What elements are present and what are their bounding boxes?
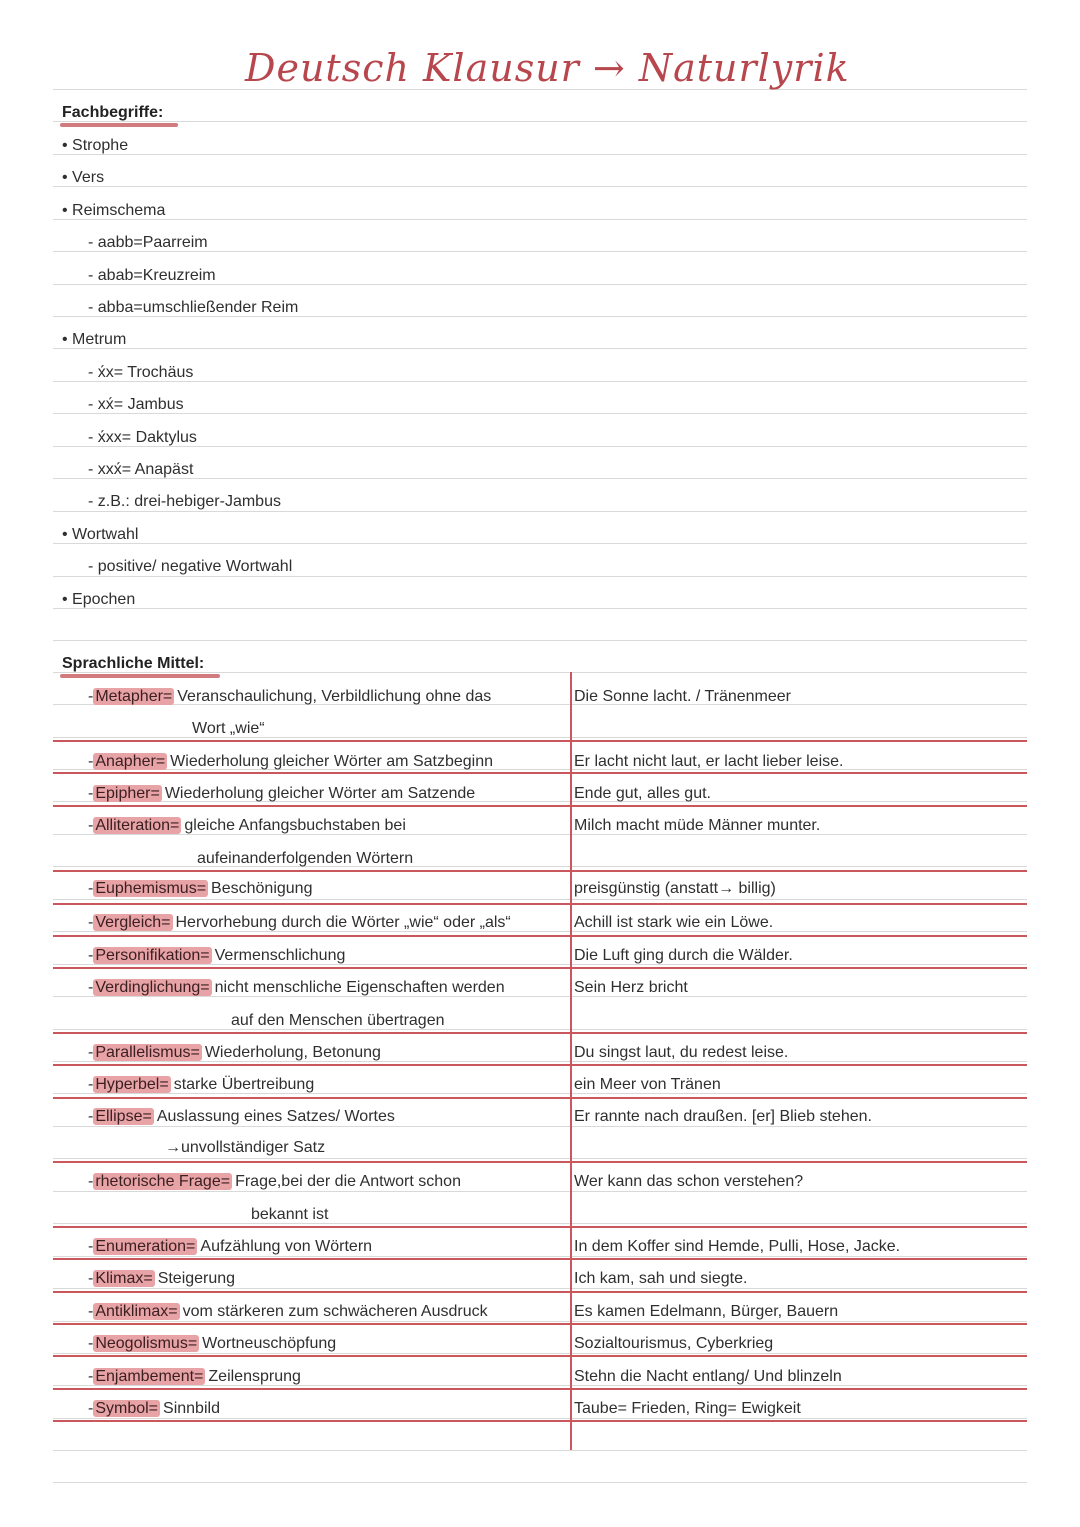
stilmittel-def-text: Auslassung eines Satzes/ Wortes <box>156 1108 395 1125</box>
stilmittel-def-text: Hervorhebung durch die Wörter „wie“ oder „als“ <box>175 914 511 931</box>
rule-line <box>53 1158 1027 1159</box>
dash-marker: - <box>88 1270 94 1287</box>
stilmittel-definition <box>88 785 475 803</box>
red-rule-line <box>53 1097 1027 1099</box>
stilmittel-def-text: Steigerung <box>157 1270 236 1287</box>
sub-item: - xx́= Jambus <box>88 396 184 413</box>
stilmittel-definition <box>88 880 312 898</box>
sub-item: - x́x= Trochäus <box>88 364 194 381</box>
dash-marker: - <box>88 688 94 705</box>
stilmittel-def-text: Beschönigung <box>211 880 313 897</box>
stilmittel-term: Parallelismus= <box>95 1044 200 1061</box>
red-rule-line <box>53 1064 1027 1066</box>
dash-marker: - <box>88 1368 94 1385</box>
stilmittel-definition <box>88 817 406 835</box>
bullet-item: • Wortwahl <box>62 526 139 543</box>
rule-line <box>53 1321 1027 1322</box>
stilmittel-definition <box>88 1335 336 1353</box>
table-divider <box>570 672 572 1450</box>
rule-line <box>53 1450 1027 1451</box>
stilmittel-term: Ellipse= <box>95 1108 152 1125</box>
red-rule-line <box>53 935 1027 937</box>
stilmittel-example: Milch macht müde Männer munter. <box>574 817 821 834</box>
stilmittel-term: Hyperbel= <box>95 1076 169 1093</box>
rule-line <box>53 1418 1027 1419</box>
red-rule-line <box>53 1420 1027 1422</box>
stilmittel-example: Die Luft ging durch die Wälder. <box>574 947 793 964</box>
red-rule-line <box>53 1291 1027 1293</box>
stilmittel-def-text: Vermenschlichung <box>214 947 346 964</box>
dash-marker: - <box>88 1108 94 1125</box>
red-rule-line <box>53 870 1027 872</box>
stilmittel-definition <box>88 688 491 706</box>
rule-line <box>53 446 1027 447</box>
red-rule-line <box>53 1355 1027 1357</box>
stilmittel-def-text: Zeilensprung <box>208 1368 301 1385</box>
stilmittel-term: Enjambement= <box>95 1368 204 1385</box>
red-rule-line <box>53 772 1027 774</box>
stilmittel-example: In dem Koffer sind Hemde, Pulli, Hose, Jacke. <box>574 1238 901 1255</box>
stilmittel-example: Sein Herz bricht <box>574 979 688 996</box>
stilmittel-example: Er lacht nicht laut, er lacht lieber leise. <box>574 753 844 770</box>
stilmittel-def-text: Sinnbild <box>163 1400 220 1417</box>
sub-item: - abab=Kreuzreim <box>88 267 216 284</box>
stilmittel-definition <box>88 1238 372 1256</box>
rule-line <box>53 121 1027 122</box>
stilmittel-example: Wer kann das schon verstehen? <box>574 1173 804 1190</box>
rule-line <box>53 1353 1027 1354</box>
sub-item: - z.B.: drei-hebiger-Jambus <box>88 493 281 510</box>
sub-item: - aabb=Paarreim <box>88 234 208 251</box>
stilmittel-definition <box>88 1303 488 1321</box>
rule-line <box>53 640 1027 641</box>
dash-marker: - <box>88 1173 94 1190</box>
stilmittel-def-text: Wiederholung gleicher Wörter am Satzbeginn <box>170 753 493 770</box>
stilmittel-example: Stehn die Nacht entlang/ Und blinzeln <box>574 1368 842 1385</box>
red-rule-line <box>53 1388 1027 1390</box>
stilmittel-term: Euphemismus= <box>95 880 207 897</box>
rule-line <box>53 1191 1027 1192</box>
rule-line <box>53 413 1027 414</box>
heading-underline <box>60 123 178 127</box>
dash-marker: - <box>88 817 94 834</box>
dash-marker: - <box>88 1076 94 1093</box>
red-rule-line <box>53 1323 1027 1325</box>
dash-marker: - <box>88 753 94 770</box>
stilmittel-def-continuation: bekannt ist <box>251 1206 329 1223</box>
rule-line <box>53 899 1027 900</box>
red-rule-line <box>53 1258 1027 1260</box>
stilmittel-definition <box>88 1076 314 1094</box>
dash-marker: - <box>88 1303 94 1320</box>
sub-item: - abba=umschließender Reim <box>88 299 299 316</box>
page-title: Deutsch Klausur → Naturlyrik <box>245 46 850 90</box>
stilmittel-definition <box>88 947 345 965</box>
stilmittel-def-text: starke Übertreibung <box>173 1076 315 1093</box>
stilmittel-term: Neogolismus= <box>95 1335 198 1352</box>
sub-item: - xxx́= Anapäst <box>88 461 194 478</box>
dash-marker: - <box>88 1335 94 1352</box>
rule-line <box>53 478 1027 479</box>
stilmittel-example: Sozialtourismus, Cyberkrieg <box>574 1335 774 1352</box>
bullet-item: • Epochen <box>62 591 136 608</box>
stilmittel-example: Er rannte nach draußen. [er] Blieb stehen. <box>574 1108 872 1125</box>
dash-marker: - <box>88 1400 94 1417</box>
dash-marker: - <box>88 785 94 802</box>
stilmittel-example: preisgünstig (anstatt→ billig) <box>574 880 776 897</box>
stilmittel-definition <box>88 753 493 771</box>
rule-line <box>53 1482 1027 1483</box>
red-rule-line <box>53 1161 1027 1163</box>
stilmittel-term: Enumeration= <box>95 1238 196 1255</box>
stilmittel-def-text: Frage,bei der die Antwort schon <box>235 1173 461 1190</box>
red-rule-line <box>53 1032 1027 1034</box>
stilmittel-definition <box>88 1368 301 1386</box>
stilmittel-term: Antiklimax= <box>95 1303 178 1320</box>
heading-underline <box>60 674 220 678</box>
dash-marker: - <box>88 1044 94 1061</box>
rule-line <box>53 1126 1027 1127</box>
rule-line <box>53 608 1027 609</box>
rule-line <box>53 381 1027 382</box>
bullet-item: • Vers <box>62 169 105 186</box>
stilmittel-example: Die Sonne lacht. / Tränenmeer <box>574 688 792 705</box>
rule-line <box>53 511 1027 512</box>
red-rule-line <box>53 805 1027 807</box>
stilmittel-def-continuation: auf den Menschen übertragen <box>231 1012 445 1029</box>
stilmittel-definition <box>88 979 505 997</box>
stilmittel-def-continuation: aufeinanderfolgenden Wörtern <box>197 850 414 867</box>
bullet-item: • Reimschema <box>62 202 166 219</box>
stilmittel-example: Taube= Frieden, Ring= Ewigkeit <box>574 1400 801 1417</box>
dash-marker: - <box>88 914 94 931</box>
bullet-item: • Metrum <box>62 331 127 348</box>
rule-line <box>53 1288 1027 1289</box>
stilmittel-definition <box>88 1108 395 1126</box>
stilmittel-definition <box>88 1400 220 1418</box>
rule-line <box>53 576 1027 577</box>
stilmittel-def-continuation: →unvollständiger Satz <box>165 1139 326 1156</box>
stilmittel-definition <box>88 914 511 932</box>
stilmittel-example: Es kamen Edelmann, Bürger, Bauern <box>574 1303 839 1320</box>
rule-line <box>53 219 1027 220</box>
stilmittel-term: Personifikation= <box>95 947 210 964</box>
rule-line <box>53 154 1027 155</box>
stilmittel-definition <box>88 1270 235 1288</box>
sub-item: - x́xx= Daktylus <box>88 429 197 446</box>
red-rule-line <box>53 903 1027 905</box>
stilmittel-term: Epipher= <box>95 785 160 802</box>
stilmittel-term: Verdinglichung= <box>95 979 210 996</box>
rule-line <box>53 1256 1027 1257</box>
bullet-item: • Strophe <box>62 137 129 154</box>
sub-item: - positive/ negative Wortwahl <box>88 558 293 575</box>
stilmittel-example: Ich kam, sah und siegte. <box>574 1270 748 1287</box>
fachbegriffe-heading: Fachbegriffe: <box>62 104 164 121</box>
stilmittel-def-text: Wortneuschöpfung <box>202 1335 337 1352</box>
stilmittel-term: rhetorische Frage= <box>95 1173 231 1190</box>
stilmittel-def-text: Aufzählung von Wörtern <box>200 1238 373 1255</box>
stilmittel-term: Alliteration= <box>95 817 180 834</box>
stilmittel-example: Du singst laut, du redest leise. <box>574 1044 789 1061</box>
stilmittel-example: Ende gut, alles gut. <box>574 785 711 802</box>
stilmittel-example: ein Meer von Tränen <box>574 1076 721 1093</box>
rule-line <box>53 186 1027 187</box>
stilmittel-def-text: vom stärkeren zum schwächeren Ausdruck <box>182 1303 488 1320</box>
rule-line <box>53 1223 1027 1224</box>
rule-line <box>53 1029 1027 1030</box>
stilmittel-term: Anapher= <box>95 753 166 770</box>
stilmittel-def-continuation: Wort „wie“ <box>192 720 265 737</box>
rule-line <box>53 543 1027 544</box>
stilmittel-example: Achill ist stark wie ein Löwe. <box>574 914 774 931</box>
rule-line <box>53 348 1027 349</box>
dash-marker: - <box>88 1238 94 1255</box>
sprachliche-mittel-heading: Sprachliche Mittel: <box>62 655 205 672</box>
dash-marker: - <box>88 979 94 996</box>
dash-marker: - <box>88 880 94 897</box>
stilmittel-term: Symbol= <box>95 1400 159 1417</box>
stilmittel-term: Vergleich= <box>95 914 171 931</box>
stilmittel-def-text: Wiederholung, Betonung <box>204 1044 381 1061</box>
stilmittel-def-text: Veranschaulichung, Verbildlichung ohne das <box>177 688 492 705</box>
stilmittel-def-text: gleiche Anfangsbuchstaben bei <box>184 817 406 834</box>
dash-marker: - <box>88 947 94 964</box>
stilmittel-term: Metapher= <box>95 688 173 705</box>
red-rule-line <box>53 1226 1027 1228</box>
stilmittel-def-text: Wiederholung gleicher Wörter am Satzende <box>164 785 476 802</box>
red-rule-line <box>53 967 1027 969</box>
stilmittel-term: Klimax= <box>95 1270 153 1287</box>
stilmittel-def-text: nicht menschliche Eigenschaften werden <box>214 979 505 996</box>
red-rule-line <box>53 740 1027 742</box>
stilmittel-definition <box>88 1044 381 1062</box>
stilmittel-definition <box>88 1173 461 1191</box>
